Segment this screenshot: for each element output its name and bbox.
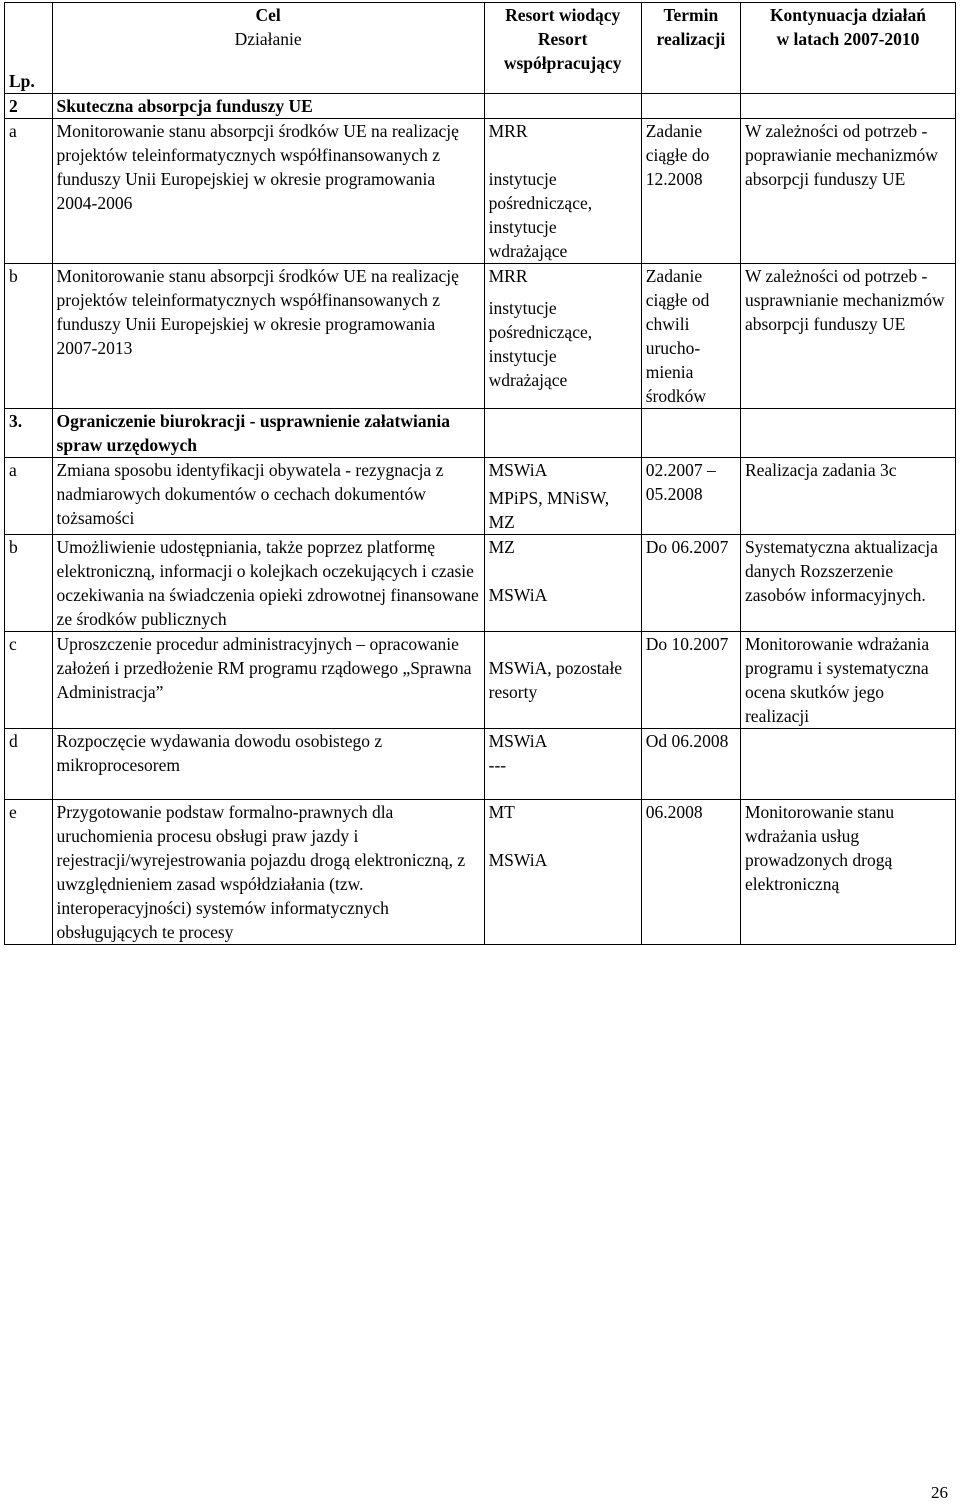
row-resort	[484, 119, 641, 264]
row-coop-ministry: instytucje pośredniczące, instytucje wdrażające	[488, 169, 593, 261]
row-lead-ministry: MSWiA	[488, 460, 548, 480]
row-lead-ministry: MSWiA	[488, 731, 548, 751]
row-lead-ministry: MZ	[488, 537, 515, 557]
section-row	[5, 409, 956, 458]
row-action: Monitorowanie stanu absorpcji środków UE na realizację projektów teleinformatycznych współfinansowanych z funduszy Unii Europejskiej w okresie programowania 2007-2013	[52, 264, 484, 409]
row-resort	[484, 800, 641, 945]
table-row	[5, 729, 956, 800]
row-lp: d	[5, 729, 53, 800]
table-row	[5, 535, 956, 632]
section-number: 3.	[5, 409, 53, 458]
row-term: Od 06.2008	[641, 729, 740, 800]
row-action: Przygotowanie podstaw formalno-prawnych dla uruchomienia procesu obsługi praw jazdy i rejestracji/wyrejestrowania pojazdu drogą elektroniczną, z uwzględnieniem zasad współdziałania (tzw. interoperacyjności) systemów informatycznych obsługujących te procesy	[52, 800, 484, 945]
row-continuation: Realizacja zadania 3c	[740, 458, 955, 535]
section-row	[5, 94, 956, 119]
page-number: 26	[931, 1483, 948, 1502]
action-plan-table	[4, 2, 956, 945]
row-coop-ministry: MSWiA	[488, 585, 548, 605]
section-number: 2	[5, 94, 53, 119]
row-lp: a	[5, 458, 53, 535]
header-dzialanie: Działanie	[234, 29, 302, 49]
row-coop-ministry: MSWiA, pozostałe resorty	[488, 658, 623, 702]
row-continuation: Monitorowanie stanu wdrażania usług prowadzonych drogą elektroniczną	[740, 800, 955, 945]
header-resort	[484, 3, 641, 94]
header-kontynuacja	[740, 3, 955, 94]
header-termin-1: Termin	[663, 5, 719, 25]
row-lp: b	[5, 264, 53, 409]
row-term: 06.2008	[641, 800, 740, 945]
row-action: Monitorowanie stanu absorpcji środków UE na realizację projektów teleinformatycznych współfinansowanych z funduszy Unii Europejskiej w okresie programowania 2004-2006	[52, 119, 484, 264]
row-lead-ministry: MRR	[488, 266, 528, 286]
row-continuation: Systematyczna aktualizacja danych Rozszerzenie zasobów informacyjnych.	[740, 535, 955, 632]
header-lp: Lp.	[5, 3, 53, 94]
row-lead-ministry: MRR	[488, 121, 528, 141]
row-continuation: W zależności od potrzeb -usprawnianie mechanizmów absorpcji funduszy UE	[740, 264, 955, 409]
table-row	[5, 800, 956, 945]
row-lp: a	[5, 119, 53, 264]
table-row	[5, 458, 956, 535]
row-lp: e	[5, 800, 53, 945]
row-continuation: Monitorowanie wdrażania programu i systematyczna ocena skutków jego realizacji	[740, 632, 955, 729]
row-term: Do 06.2007	[641, 535, 740, 632]
header-termin-2: realizacji	[656, 29, 726, 49]
header-resort-wspol-1: Resort	[537, 29, 588, 49]
row-coop-ministry: ---	[488, 755, 507, 775]
section-title: Skuteczna absorpcja funduszy UE	[52, 94, 484, 119]
row-term: Zadanie ciągłe od chwili urucho-mienia środków	[641, 264, 740, 409]
row-action: Umożliwienie udostępniania, także poprzez platformę elektroniczną, informacji o kolejkach oczekujących i czasie oczekiwania na świadczenia opieki zdrowotnej finansowane ze środków publicznych	[52, 535, 484, 632]
row-continuation: W zależności od potrzeb - poprawianie mechanizmów absorpcji funduszy UE	[740, 119, 955, 264]
header-resort-wiodacy: Resort wiodący	[505, 5, 621, 25]
row-lead-ministry: MT	[488, 802, 515, 822]
header-cel: Cel	[255, 5, 281, 25]
row-resort	[484, 729, 641, 800]
row-action: Zmiana sposobu identyfikacji obywatela - rezygnacja z nadmiarowych dokumentów o cechach dokumentów tożsamości	[52, 458, 484, 535]
row-action: Rozpoczęcie wydawania dowodu osobistego z mikroprocesorem	[52, 729, 484, 800]
row-lp: c	[5, 632, 53, 729]
row-term: Do 10.2007	[641, 632, 740, 729]
row-coop-ministry: MSWiA	[488, 850, 548, 870]
row-coop-ministry: instytucje pośredniczące, instytucje wdrażające	[488, 298, 593, 390]
header-kontynuacja-1: Kontynuacja działań	[769, 5, 927, 25]
table-row	[5, 119, 956, 264]
row-resort	[484, 264, 641, 409]
row-resort	[484, 535, 641, 632]
row-lp: b	[5, 535, 53, 632]
table-row	[5, 632, 956, 729]
row-term: Zadanie ciągłe do 12.2008	[641, 119, 740, 264]
row-resort	[484, 632, 641, 729]
section-title: Ograniczenie biurokracji - usprawnienie załatwiania spraw urzędowych	[52, 409, 484, 458]
header-kontynuacja-2: w latach 2007-2010	[776, 29, 920, 49]
row-action: Uproszczenie procedur administracyjnych – opracowanie założeń i przedłożenie RM programu rządowego „Sprawna Administracja”	[52, 632, 484, 729]
header-resort-wspol-2: współpracujący	[503, 53, 622, 73]
row-continuation	[740, 729, 955, 800]
table-row	[5, 264, 956, 409]
header-cel-dzialanie	[52, 3, 484, 94]
row-term: 02.2007 – 05.2008	[641, 458, 740, 535]
table-header-row	[5, 3, 956, 94]
row-resort	[484, 458, 641, 535]
row-coop-ministry: MPiPS, MNiSW, MZ	[488, 488, 610, 532]
header-termin	[641, 3, 740, 94]
